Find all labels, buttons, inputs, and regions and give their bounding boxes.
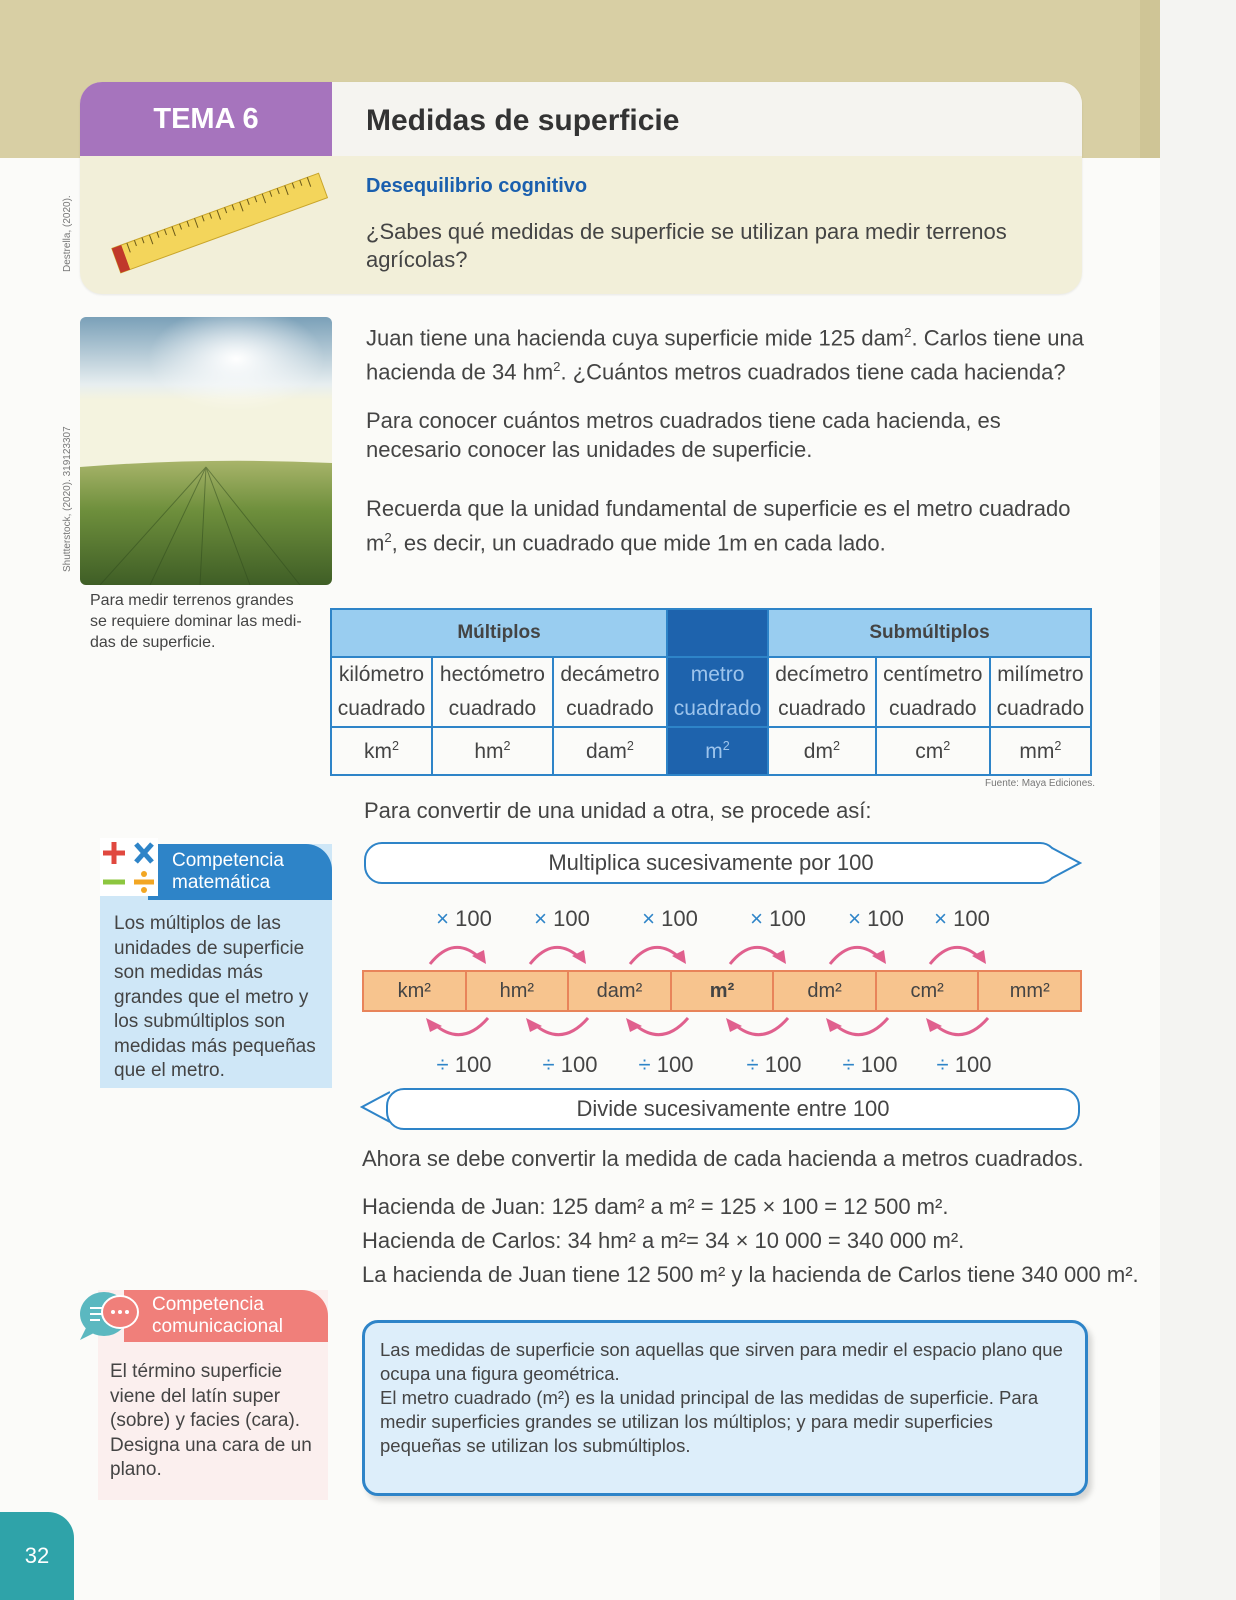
unit-name-cell: decámetro cuadrado xyxy=(553,657,667,727)
solution-conclusion: La hacienda de Juan tiene 12 500 m² y la hacienda de Carlos tiene 340 000 m². xyxy=(362,1262,1139,1287)
solution-intro: Ahora se debe convertir la medida de cada hacienda a metros cuadrados. xyxy=(362,1146,1084,1171)
ruler-illustration xyxy=(104,170,336,278)
cognitive-question: ¿Sabes qué medidas de superficie se utilizan para medir terrenos agrícolas? xyxy=(366,219,1007,272)
multiply-op: × 100 xyxy=(848,906,904,931)
submultiples-header: Submúltiplos xyxy=(768,609,1091,657)
competencia-comunicacional-text: El término superficie viene del latín super (sobre) y facies (cara). Designa una cara de un plano. xyxy=(110,1361,312,1480)
photo-credit: Shutterstock, (2020). 319123307 xyxy=(62,426,73,572)
section-heading: Desequilibrio cognitivo xyxy=(366,175,588,197)
definition-text-2: , es decir, un cuadrado que mide 1m en cada lado. xyxy=(391,530,886,556)
competencia-matematica-text: Los múltiplos de las unidades de superficie son medidas más grandes que el metro y los submúltiplos son medidas más pequeñas que el metro. xyxy=(114,913,316,1081)
table-row xyxy=(331,727,1091,775)
unit-name-cell: kilómetro cuadrado xyxy=(331,657,432,727)
unit-name-cell: decímetro cuadrado xyxy=(768,657,876,727)
speech-bubble-icon xyxy=(78,1286,142,1344)
unit-name-cell: milímetro cuadrado xyxy=(990,657,1091,727)
problem-text-3: . ¿Cuántos metros cuadrados tiene cada hacienda? xyxy=(560,359,1066,385)
multiply-op: × 100 xyxy=(750,906,806,931)
multiply-op: × 100 xyxy=(642,906,698,931)
base-header xyxy=(667,609,768,657)
top-band-edge xyxy=(1140,0,1160,158)
unit-symbol-cell: $km^2$ xyxy=(331,727,432,775)
strip-unit-base: m² xyxy=(672,972,775,1010)
divide-arrows xyxy=(362,1012,1078,1054)
unit-symbol-cell: $m^2$ xyxy=(667,727,768,775)
multiply-op: × 100 xyxy=(934,906,990,931)
divide-op: ÷ 100 xyxy=(746,1052,802,1077)
strip-unit: cm² xyxy=(877,972,980,1010)
divide-op: ÷ 100 xyxy=(638,1052,694,1077)
competencia-matematica-header: Competencia matemática xyxy=(148,844,332,900)
intro-paragraph: Para conocer cuántos metros cuadrados tiene cada hacienda, es necesario conocer las unidades de superficie. xyxy=(366,408,1001,462)
strip-unit: km² xyxy=(364,972,467,1010)
divide-op: ÷ 100 xyxy=(936,1052,992,1077)
strip-unit: hm² xyxy=(467,972,570,1010)
multiples-header: Múltiplos xyxy=(331,609,667,657)
ruler-credit: Destrella, (2020). xyxy=(62,195,73,272)
multiply-label: Multiplica sucesivamente por 100 xyxy=(548,850,874,875)
units-table xyxy=(330,608,1092,776)
strip-unit: mm² xyxy=(1009,979,1050,1002)
exponent: 2 xyxy=(904,325,912,340)
definition-paragraph xyxy=(366,494,1086,557)
divide-banner xyxy=(386,1088,1080,1130)
page-number: 32 xyxy=(0,1512,74,1600)
unit-name-cell: centímetro cuadrado xyxy=(876,657,990,727)
conversion-intro: Para convertir de una unidad a otra, se procede así: xyxy=(364,798,872,823)
multiply-arrows xyxy=(362,928,1078,970)
divide-op: ÷ 100 xyxy=(542,1052,598,1077)
solution-carlos: Hacienda de Carlos: 34 hm² a m²= 34 × 10 000 = 340 000 m². xyxy=(362,1228,965,1253)
unit-name-cell: metro cuadrado xyxy=(667,657,768,727)
multiply-op: × 100 xyxy=(436,906,492,931)
divide-label: Divide sucesivamente entre 100 xyxy=(576,1096,890,1121)
unit-strip xyxy=(362,970,1082,1012)
definition-text-1: Recuerda que la unidad fundamental de superficie es el metro cuadrado m xyxy=(366,496,1071,556)
strip-unit: dam² xyxy=(569,972,672,1010)
tema-tab: TEMA 6 xyxy=(80,82,332,156)
divide-op: ÷ 100 xyxy=(436,1052,492,1077)
unit-symbol-cell: $dm^2$ xyxy=(768,727,876,775)
strip-unit: dm² xyxy=(774,972,877,1010)
problem-text-1: Juan tiene una hacienda cuya superficie mide 125 dam xyxy=(366,325,905,351)
unit-symbol-cell: $mm^2$ xyxy=(990,727,1091,775)
summary-text xyxy=(380,1338,1070,1458)
problem-text-2: . Carlos tiene una hacienda de 34 hm xyxy=(366,325,1084,385)
multiply-op: × 100 xyxy=(534,906,590,931)
unit-name-cell: hectómetro cuadrado xyxy=(432,657,553,727)
divide-op: ÷ 100 xyxy=(842,1052,898,1077)
summary-line: Las medidas de superficie son aquellas que sirven para medir el espacio plano que ocupa una figura geométrica. xyxy=(380,1339,1063,1384)
exponent: 2 xyxy=(384,530,392,545)
page-title: Medidas de superficie xyxy=(366,104,680,137)
unit-symbol-cell: $hm^2$ xyxy=(432,727,553,775)
unit-symbol-cell: dam$^2$ xyxy=(553,727,667,775)
problem-paragraph xyxy=(366,318,1086,387)
table-source: Fuente: Maya Ediciones. xyxy=(985,778,1096,789)
multiply-banner xyxy=(364,842,1058,884)
solution-juan: Hacienda de Juan: 125 dam² a m² = 125 × 100 = 12 500 m². xyxy=(362,1194,949,1219)
math-operators-icon xyxy=(100,838,158,896)
competencia-comunicacional-header: Competencia comunicacional xyxy=(124,1290,328,1342)
table-header-row xyxy=(331,609,1091,657)
field-photo xyxy=(80,317,332,585)
right-arrow-icon xyxy=(1052,846,1082,880)
photo-caption: Para medir terrenos grandes se requiere dominar las medi-das de superficie. xyxy=(90,592,302,651)
unit-symbol-cell: $cm^2$ xyxy=(876,727,990,775)
exponent: 2 xyxy=(553,359,561,375)
page-margin xyxy=(1160,0,1236,1600)
summary-line: El metro cuadrado (m²) es la unidad principal de las medidas de superficie. Para medir superficies grandes se utilizan los múltiplos; y para medir superficies pequeñas se utilizan los submúltiplos. xyxy=(380,1387,1039,1456)
table-row xyxy=(331,657,1091,727)
